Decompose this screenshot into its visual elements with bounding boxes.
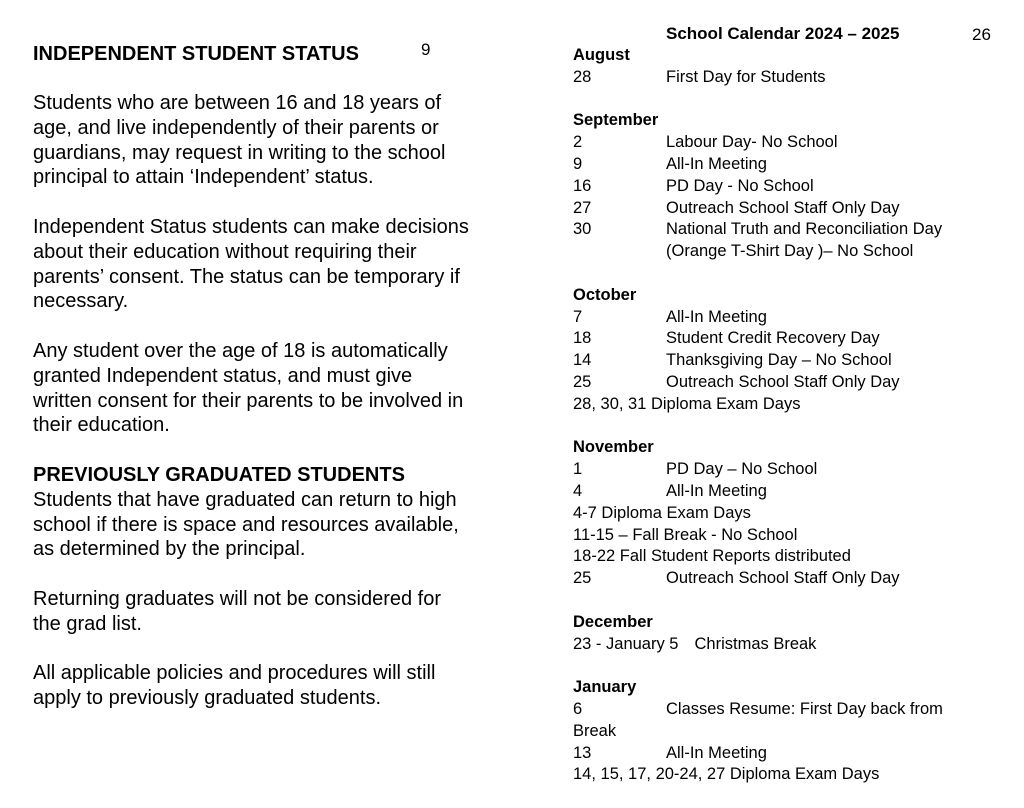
- event-text: Student Credit Recovery Day: [666, 329, 880, 348]
- calendar-event: [573, 176, 993, 198]
- calendar-event: 11-15 – Fall Break - No School: [573, 525, 798, 544]
- calendar-event: [573, 459, 993, 481]
- month-january: [573, 677, 993, 786]
- calendar-event: [573, 699, 993, 721]
- calendar-event: [573, 307, 993, 329]
- calendar-event: 4-7 Diploma Exam Days: [573, 503, 751, 522]
- event-date: 2: [573, 133, 583, 152]
- calendar-event: [573, 67, 993, 89]
- event-text: All-In Meeting: [666, 307, 767, 326]
- event-text: All-In Meeting: [666, 154, 767, 173]
- calendar-event: 14, 15, 17, 20-24, 27 Diploma Exam Days: [573, 765, 880, 784]
- event-date: 14: [573, 351, 592, 370]
- previously-graduated-heading: PREVIOUSLY GRADUATED STUDENTS: [33, 463, 405, 486]
- calendar-event: [573, 481, 993, 503]
- paragraph: Students who are between 16 and 18 years of age, and live independently of their parents or guardians, may request in writing to the school principal to attain ‘Independent’ status.: [33, 92, 446, 189]
- calendar-event: 28, 30, 31 Diploma Exam Days: [573, 394, 801, 413]
- event-text: Outreach School Staff Only Day: [666, 569, 900, 588]
- month-name: October: [573, 285, 637, 304]
- event-text: All-In Meeting: [666, 743, 767, 762]
- paragraph: Returning graduates will not be considered for the grad list.: [33, 587, 442, 635]
- month-september: [573, 110, 993, 263]
- month-august: [573, 45, 993, 89]
- event-text: Outreach School Staff Only Day: [666, 372, 900, 391]
- event-date: 1: [573, 460, 583, 479]
- month-name: August: [573, 46, 630, 64]
- month-name: November: [573, 438, 654, 457]
- left-body: [33, 91, 473, 736]
- right-page: [520, 0, 1024, 791]
- month-name: September: [573, 111, 659, 130]
- month-name: December: [573, 612, 653, 631]
- event-date: 30: [573, 220, 592, 239]
- calendar-event: [573, 241, 993, 263]
- calendar-event: [573, 198, 993, 220]
- event-date: [573, 241, 666, 263]
- school-calendar: [573, 45, 993, 808]
- month-december: [573, 612, 993, 656]
- calendar-event: [573, 372, 993, 394]
- month-november: [573, 437, 993, 590]
- calendar-event: 18-22 Fall Student Reports distributed: [573, 547, 851, 566]
- paragraph: All applicable policies and procedures will still apply to previously graduated students.: [33, 662, 436, 710]
- page-number: 9: [421, 40, 431, 59]
- graduated-section: [33, 463, 473, 562]
- calendar-event: [573, 219, 993, 241]
- event-text: Thanksgiving Day – No School: [666, 351, 892, 370]
- event-text: First Day for Students: [666, 67, 826, 86]
- event-text: Labour Day- No School: [666, 133, 838, 152]
- event-text: All-In Meeting: [666, 481, 767, 500]
- left-page: [0, 0, 520, 791]
- event-date: 16: [573, 176, 592, 195]
- event-date: 18: [573, 329, 592, 348]
- month-october: [573, 285, 993, 416]
- event-date: 13: [573, 743, 592, 762]
- event-date: 4: [573, 481, 583, 500]
- calendar-event: [573, 634, 993, 656]
- event-text-continued: Break: [573, 721, 617, 740]
- event-date: 9: [573, 154, 583, 173]
- page-number: 26: [972, 25, 991, 44]
- calendar-event: [573, 743, 993, 765]
- event-date: 25: [573, 372, 592, 391]
- independent-status-heading: INDEPENDENT STUDENT STATUS: [33, 43, 359, 65]
- event-text: National Truth and Reconciliation Day: [666, 220, 943, 239]
- event-text: Outreach School Staff Only Day: [666, 198, 900, 217]
- event-text: Classes Resume: First Day back from: [666, 699, 943, 718]
- event-text: PD Day – No School: [666, 460, 818, 479]
- event-date: 27: [573, 198, 592, 217]
- event-text: PD Day - No School: [666, 176, 814, 195]
- event-date: 23 - January 5: [573, 634, 679, 653]
- event-date: 6: [573, 699, 583, 718]
- calendar-event: [573, 568, 993, 590]
- calendar-event: [573, 132, 993, 154]
- event-text: Christmas Break: [694, 634, 817, 653]
- paragraph: Students that have graduated can return to high school if there is space and resources available, as determined by the principal.: [33, 488, 459, 561]
- event-date: 25: [573, 569, 592, 588]
- event-text: (Orange T-Shirt Day )– No School: [666, 242, 914, 261]
- event-date: 28: [573, 67, 592, 86]
- paragraph: Independent Status students can make decisions about their education without requiring their parents’ consent. The status can be temporary if necessary.: [33, 215, 469, 313]
- month-name: January: [573, 678, 637, 697]
- calendar-event: [573, 350, 993, 372]
- calendar-event: [573, 328, 993, 350]
- paragraph: Any student over the age of 18 is automatically granted Independent status, and must give written consent for their parents to be involved in their education.: [33, 339, 464, 437]
- calendar-title: School Calendar 2024 – 2025: [666, 24, 900, 43]
- event-date: 7: [573, 307, 583, 326]
- calendar-event: [573, 154, 993, 176]
